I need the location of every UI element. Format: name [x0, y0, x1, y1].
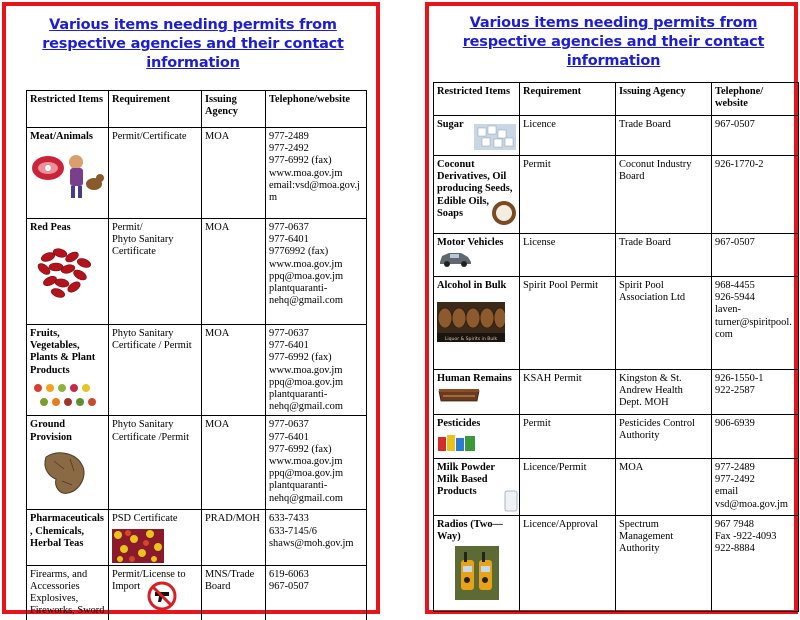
agency-cell: Kingston & St. Andrew Health Dept. MOH	[616, 370, 712, 415]
item-name: Fruits, Vegetables, Plants & Plant Products	[30, 328, 96, 376]
agency-cell: MOA	[202, 219, 266, 325]
agency-cell: MOA	[202, 128, 266, 219]
left-panel	[2, 2, 380, 617]
contact-cell: 619-6063 967-0507	[266, 565, 367, 620]
table-row	[434, 516, 799, 612]
contact-cell: 967-0507	[712, 116, 799, 156]
header-restricted-items: Restricted Items	[434, 83, 520, 116]
item-name: Red Peas	[30, 222, 71, 233]
two-way-radio-icon	[455, 546, 499, 600]
pharmaceuticals-icon	[112, 529, 164, 563]
meat-animals-icon	[30, 146, 104, 202]
right-permits-table	[433, 82, 799, 612]
table-header-row	[434, 83, 799, 116]
alcohol-barrels-icon	[437, 302, 505, 342]
table-row	[27, 510, 367, 565]
requirement-cell: License	[520, 234, 616, 277]
header-issuing-agency: Issuing Agency	[202, 91, 266, 128]
item-name: Alcohol in Bulk	[437, 280, 507, 291]
contact-cell: 906-6939	[712, 415, 799, 459]
fruits-vegetables-icon	[30, 380, 104, 410]
contact-cell: 977-0637 977-6401 977-6992 (fax) www.moa.gov.jm ppq@moa.gov.jm plantquaranti-nehq@gmail.com	[266, 325, 367, 416]
agency-cell: MOA	[202, 416, 266, 510]
table-row	[434, 116, 799, 156]
contact-cell: 968-4455 926-5944 laven-turner@spiritpool.com	[712, 277, 799, 370]
item-name: Ground Provision	[30, 419, 72, 443]
requirement-cell: Permit/Certificate	[109, 128, 202, 219]
agency-cell: Trade Board	[616, 116, 712, 156]
right-panel	[425, 2, 798, 614]
no-firearms-icon	[147, 581, 177, 611]
contact-cell: 967 7948 Fax -922-4093 922-8884	[712, 516, 799, 612]
item-name: Milk Powder Milk Based Products	[437, 462, 495, 498]
contact-cell: 926-1770-2	[712, 156, 799, 234]
table-row	[27, 128, 367, 219]
contact-cell: 633-7433 633-7145/6 shaws@moh.gov.jm	[266, 510, 367, 565]
requirement-cell: Licence/Permit	[520, 459, 616, 516]
requirement-cell: Phyto Sanitary Certificate /Permit	[109, 416, 202, 510]
table-row	[434, 234, 799, 277]
table-row	[27, 325, 367, 416]
requirement-cell: Permit	[520, 156, 616, 234]
requirement-cell: PSD Certificate	[112, 513, 178, 525]
header-requirement: Requirement	[520, 83, 616, 116]
table-row	[27, 565, 367, 620]
table-row	[434, 156, 799, 234]
agency-cell: PRAD/MOH	[202, 510, 266, 565]
sugar-icon	[474, 124, 516, 150]
contact-cell: 977-0637 977-6401 977-6992 (fax) www.moa.gov.jm ppq@moa.gov.jm plantquaranti-nehq@gmail.com	[266, 416, 367, 510]
coconut-icon	[490, 198, 518, 228]
item-name: Sugar	[437, 119, 464, 130]
contact-cell: 967-0507	[712, 234, 799, 277]
item-name: Radios (Two—Way)	[437, 519, 503, 543]
item-name: Human Remains	[437, 373, 512, 384]
milk-powder-icon	[504, 489, 518, 513]
header-telephone-website: Telephone/ website	[712, 83, 799, 116]
agency-cell: Pesticides Control Authority	[616, 415, 712, 459]
table-row	[27, 219, 367, 325]
agency-cell: MOA	[616, 459, 712, 516]
left-panel-title: Various items needing permits from respective agencies and their contact information	[42, 17, 344, 71]
casket-icon	[437, 387, 481, 403]
table-header-row	[27, 91, 367, 128]
header-telephone-website: Telephone/website	[266, 91, 367, 128]
contact-cell: 977-2489 977-2492 email vsd@moa.gov.jm	[712, 459, 799, 516]
agency-cell: Spirit Pool Association Ltd	[616, 277, 712, 370]
header-requirement: Requirement	[109, 91, 202, 128]
contact-cell: 977-2489 977-2492 977-6992 (fax) www.moa.gov.jm email:vsd@moa.gov.jm	[266, 128, 367, 219]
item-name: Motor Vehicles	[437, 237, 504, 248]
agency-cell: Coconut Industry Board	[616, 156, 712, 234]
requirement-cell: Permit	[520, 415, 616, 459]
agency-cell: Spectrum Management Authority	[616, 516, 712, 612]
right-panel-title: Various items needing permits from respective agencies and their contact information	[462, 15, 765, 69]
requirement-cell: Permit/ Phyto Sanitary Certificate	[109, 219, 202, 325]
table-row	[434, 370, 799, 415]
table-row	[434, 415, 799, 459]
agency-cell: MNS/Trade Board	[202, 565, 266, 620]
item-name: Pesticides	[437, 418, 481, 429]
table-row	[434, 277, 799, 370]
contact-cell: 926-1550-1 922-2587	[712, 370, 799, 415]
requirement-cell: Licence	[520, 116, 616, 156]
requirement-cell: Permit/License to Import	[112, 568, 186, 592]
requirement-cell: Licence/Approval	[520, 516, 616, 612]
motor-vehicle-icon	[437, 250, 473, 268]
requirement-cell: Phyto Sanitary Certificate / Permit	[109, 325, 202, 416]
red-peas-icon	[30, 237, 104, 301]
table-row	[434, 459, 799, 516]
header-issuing-agency: Issuing Agency	[616, 83, 712, 116]
ground-provision-icon	[30, 447, 104, 497]
agency-cell: Trade Board	[616, 234, 712, 277]
item-name: Pharmaceuticals, Chemicals, Herbal Teas	[30, 513, 104, 549]
agency-cell: MOA	[202, 325, 266, 416]
contact-cell: 977-0637 977-6401 9776992 (fax) www.moa.gov.jm ppq@moa.gov.jm plantquaranti-nehq@gmail.com	[266, 219, 367, 325]
left-permits-table	[26, 90, 367, 620]
item-name: Coconut Derivatives, Oil producing Seeds, Edible Oils, Soaps	[437, 159, 513, 219]
requirement-cell: KSAH Permit	[520, 370, 616, 415]
pesticides-icon	[437, 433, 477, 451]
table-row	[27, 416, 367, 510]
item-name: Meat/Animals	[30, 131, 93, 142]
header-restricted-items: Restricted Items	[27, 91, 109, 128]
alcohol-icon-caption: Liquor & Spirits in Bulk	[444, 337, 498, 343]
item-name: Firearms, and Accessories Explosives, Fireworks, Sword	[30, 568, 105, 617]
requirement-cell: Spirit Pool Permit	[520, 277, 616, 370]
